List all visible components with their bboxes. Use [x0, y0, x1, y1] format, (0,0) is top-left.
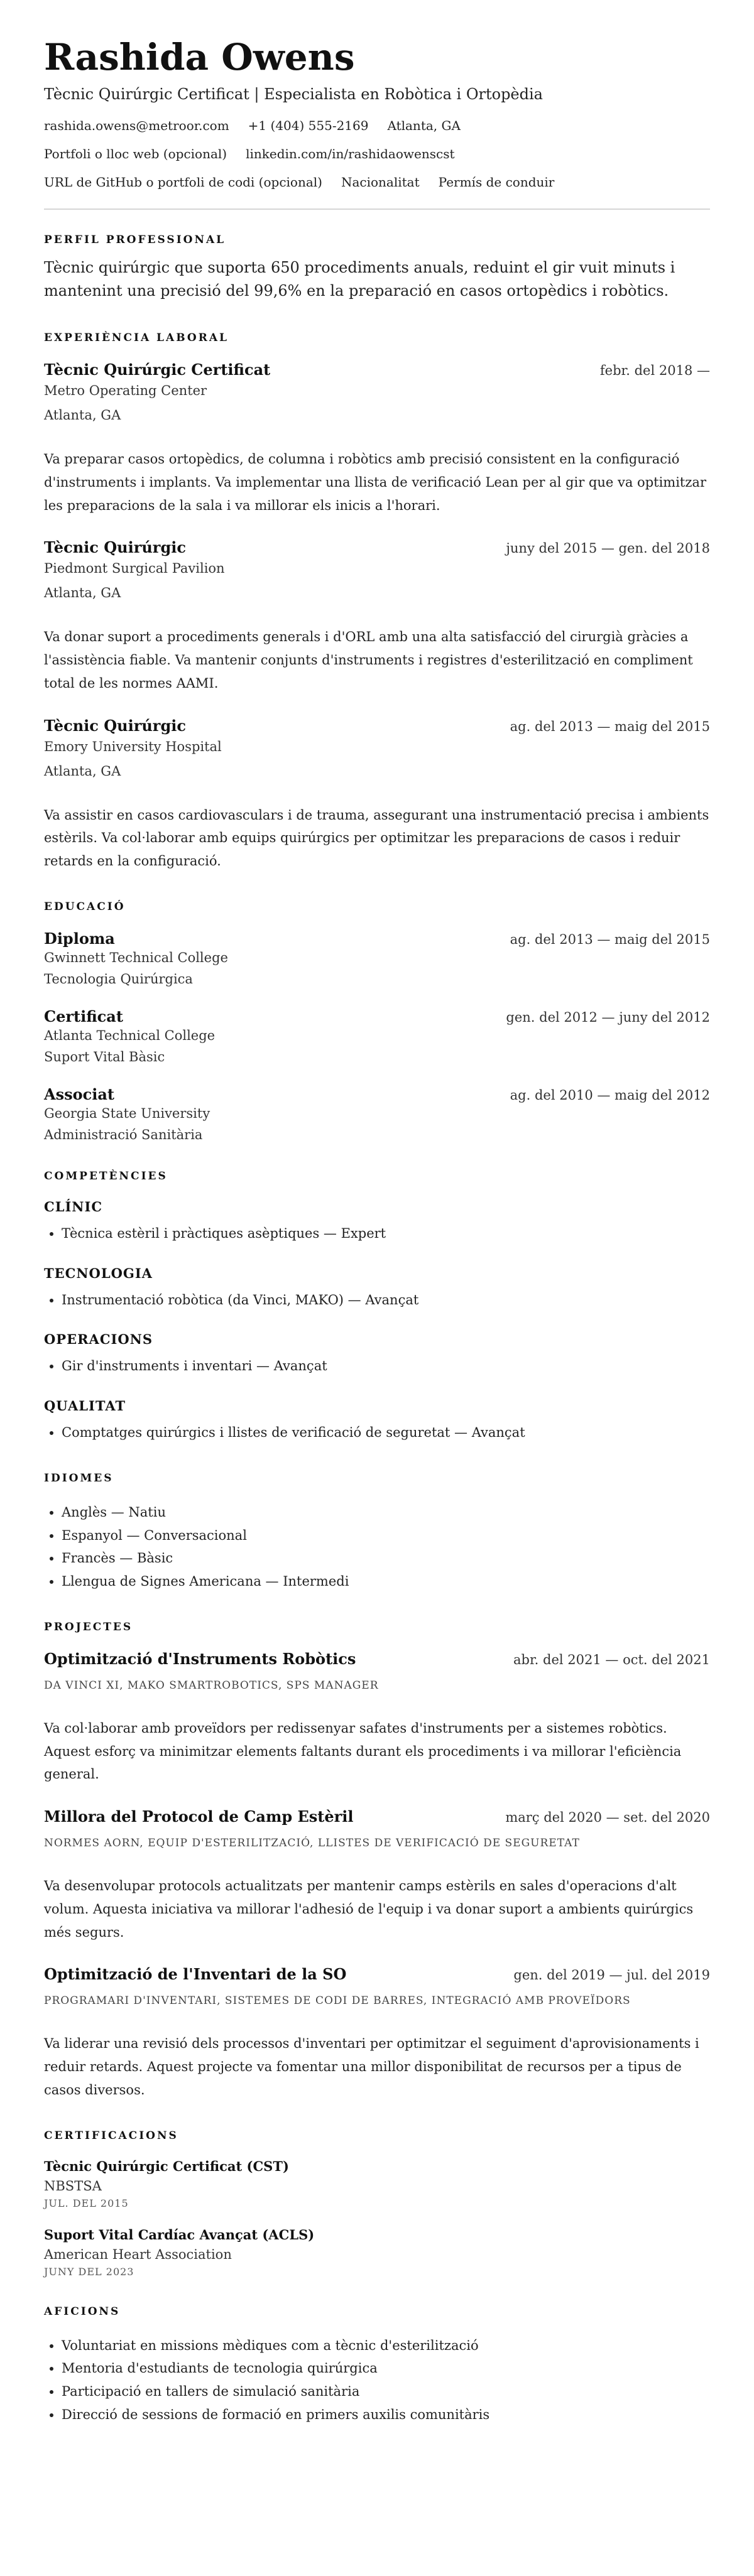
- degree-name: Certificat: [44, 1007, 123, 1026]
- degree-name: Associat: [44, 1085, 115, 1103]
- resume-header: [44, 38, 710, 190]
- job-title: Tècnic Quirúrgic Certificat: [44, 360, 271, 379]
- experience-entry: [44, 717, 710, 873]
- school-name: Georgia State University: [44, 1105, 210, 1121]
- headline: Tècnic Quirúrgic Certificat | Especialista en Robòtica i Ortopèdia: [44, 85, 543, 103]
- field-of-study: Suport Vital Bàsic: [44, 1049, 165, 1064]
- education-entry: [44, 929, 710, 987]
- certification-issuer: NBSTSA: [44, 2178, 102, 2194]
- section-title: IDIOMES: [44, 1471, 114, 1485]
- project-tech: DA VINCI XI, MAKO SMARTROBOTICS, SPS MANAGER: [44, 1679, 379, 1692]
- field-of-study: Administració Sanitària: [44, 1127, 203, 1142]
- experience-section: [44, 332, 710, 873]
- skill-list: [44, 1355, 710, 1378]
- project-entry: [44, 1650, 710, 1786]
- certifications-section: [44, 2130, 710, 2278]
- hobby-item: • Voluntariat en missions mèdiques com a tècnic d'esterilització: [62, 2334, 710, 2357]
- contact-row: [44, 118, 710, 133]
- education-entry: [44, 1085, 710, 1142]
- language-item: • Espanyol — Conversacional: [62, 1524, 710, 1547]
- skill-category: TECNOLOGIA: [44, 1265, 153, 1281]
- candidate-name: Rashida Owens: [44, 36, 355, 78]
- certification-date: JUNY DEL 2023: [44, 2265, 134, 2278]
- skill-category: OPERACIONS: [44, 1331, 153, 1348]
- skill-item: • Instrumentació robòtica (da Vinci, MAKO) — Avançat: [62, 1289, 710, 1312]
- certification-entry: [44, 2227, 710, 2278]
- language-item: • Francès — Bàsic: [62, 1547, 710, 1570]
- profile-summary: Tècnic quirúrgic que suporta 650 procediments anuals, reduint el gir vuit minuts i mantenint una precisió del 99,6% en la preparació en casos ortopèdics i robòtics.: [44, 258, 675, 300]
- section-title: CERTIFICACIONS: [44, 2129, 178, 2142]
- email-link[interactable]: rashida.owens@metroor.com: [44, 117, 229, 133]
- language-item: • Llengua de Signes Americana — Intermedi: [62, 1570, 710, 1593]
- skill-list: [44, 1222, 710, 1245]
- certification-name: Tècnic Quirúrgic Certificat (CST): [44, 2158, 289, 2174]
- certification-entry: [44, 2158, 710, 2209]
- header-divider: [44, 208, 710, 210]
- project-description: Va desenvolupar protocols actualitzats per mantenir camps estèrils en sales d'operacions d'alt volum. Aquesta iniciativa va millorar l'adhesió de l'equip i va donar suport a ambients quirúrgics més segurs.: [44, 1878, 694, 1940]
- school-name: Gwinnett Technical College: [44, 950, 228, 965]
- project-entry: [44, 1965, 710, 2101]
- job-date: ag. del 2013 — maig del 2015: [510, 718, 710, 734]
- contact-row: [44, 146, 710, 161]
- project-title: Optimització d'Instruments Robòtics: [44, 1649, 356, 1668]
- hobby-item: • Mentoria d'estudiants de tecnologia quirúrgica: [62, 2357, 710, 2380]
- skill-list: [44, 1421, 710, 1444]
- portfolio-link[interactable]: Portfoli o lloc web (opcional): [44, 146, 227, 161]
- job-location: Atlanta, GA: [44, 585, 121, 601]
- section-title: COMPETÈNCIES: [44, 1169, 168, 1182]
- education-date: ag. del 2010 — maig del 2012: [510, 1087, 710, 1103]
- section-title: PERFIL PROFESSIONAL: [44, 233, 226, 246]
- job-description: Va donar suport a procediments generals i d'ORL amb una alta satisfacció del cirurgià gràcies a l'assistència fiable. Va mantenir conjunts d'instruments i registres d'esterilització en compliment total de les normes AAMI.: [44, 629, 693, 691]
- project-entry: [44, 1807, 710, 1944]
- job-title: Tècnic Quirúrgic: [44, 716, 186, 735]
- project-date: abr. del 2021 — oct. del 2021: [513, 1652, 710, 1667]
- languages-section: [44, 1472, 710, 1593]
- language-item: • Anglès — Natiu: [62, 1501, 710, 1524]
- job-title: Tècnic Quirúrgic: [44, 538, 186, 557]
- job-date: juny del 2015 — gen. del 2018: [506, 541, 710, 556]
- certification-date: JUL. DEL 2015: [44, 2197, 129, 2209]
- section-title: EXPERIÈNCIA LABORAL: [44, 332, 229, 345]
- education-date: ag. del 2013 — maig del 2015: [510, 931, 710, 947]
- project-tech: NORMES AORN, EQUIP D'ESTERILITZACIÓ, LLISTES DE VERIFICACIÓ DE SEGURETAT: [44, 1837, 580, 1850]
- linkedin-link[interactable]: linkedin.com/in/rashidaowenscst: [246, 146, 455, 161]
- company-name: Piedmont Surgical Pavilion: [44, 561, 225, 576]
- education-entry: [44, 1007, 710, 1064]
- skill-list: [44, 1289, 710, 1312]
- skills-section: [44, 1170, 710, 1444]
- company-name: Emory University Hospital: [44, 739, 222, 754]
- skill-category: CLÍNIC: [44, 1198, 103, 1215]
- project-date: gen. del 2019 — jul. del 2019: [513, 1967, 710, 1983]
- field-of-study: Tecnologia Quirúrgica: [44, 971, 193, 987]
- project-description: Va col·laborar amb proveïdors per redissenyar safates d'instruments per a sistemes robòtics. Aquest esforç va minimitzar elements faltants durant els procediments i va millorar l'eficiència general.: [44, 1720, 682, 1782]
- skill-item: • Tècnica estèril i pràctiques asèptiques — Expert: [62, 1222, 710, 1245]
- school-name: Atlanta Technical College: [44, 1027, 216, 1043]
- hobby-item: • Participació en tallers de simulació sanitària: [62, 2380, 710, 2403]
- skill-item: • Gir d'instruments i inventari — Avançat: [62, 1355, 710, 1378]
- nationality: Nacionalitat: [341, 174, 420, 190]
- certification-issuer: American Heart Association: [44, 2246, 232, 2262]
- phone-number[interactable]: +1 (404) 555-2169: [248, 117, 369, 133]
- experience-entry: [44, 360, 710, 517]
- job-location: Atlanta, GA: [44, 408, 121, 423]
- certification-name: Suport Vital Cardíac Avançat (ACLS): [44, 2226, 315, 2243]
- project-date: març del 2020 — set. del 2020: [505, 1810, 710, 1826]
- location: Atlanta, GA: [387, 117, 461, 133]
- profile-section: [44, 234, 710, 303]
- project-title: Millora del Protocol de Camp Estèril: [44, 1807, 354, 1826]
- drivers-license: Permís de conduir: [438, 174, 555, 190]
- hobbies-section: [44, 2305, 710, 2427]
- project-tech: PROGRAMARI D'INVENTARI, SISTEMES DE CODI DE BARRES, INTEGRACIÓ AMB PROVEÏDORS: [44, 1994, 631, 2008]
- section-title: AFICIONS: [44, 2305, 121, 2318]
- company-name: Metro Operating Center: [44, 383, 207, 399]
- project-title: Optimització de l'Inventari de la SO: [44, 1965, 347, 1984]
- contact-row: [44, 175, 710, 190]
- degree-name: Diploma: [44, 929, 115, 948]
- job-description: Va preparar casos ortopèdics, de columna i robòtics amb precisió consistent en la configuració d'instruments i implants. Va implementar una llista de verificació Lean per al gir que va optimitzar les preparacions de la sala i va millorar els inicis a l'horari.: [44, 452, 706, 513]
- projects-section: [44, 1621, 710, 2102]
- skill-category: QUALITAT: [44, 1398, 126, 1414]
- project-description: Va liderar una revisió dels processos d'inventari per optimitzar el seguiment d'aprovisionaments i reduir retards. Aquest projecte va fomentar una millor disponibilitat de recursos per a tipus de casos diversos.: [44, 2036, 699, 2097]
- hobby-list: [44, 2334, 710, 2427]
- job-date: febr. del 2018 —: [599, 363, 710, 379]
- job-description: Va assistir en casos cardiovasculars i de trauma, assegurant una instrumentació precisa i ambients estèrils. Va col·laborar amb equips quirúrgics per optimitzar les preparacions de casos i reduir retards en la configuració.: [44, 807, 709, 869]
- experience-entry: [44, 538, 710, 695]
- github-link[interactable]: URL de GitHub o portfoli de codi (opcional): [44, 174, 322, 190]
- section-title: PROJECTES: [44, 1620, 133, 1633]
- hobby-item: • Direcció de sessions de formació en primers auxilis comunitàris: [62, 2403, 710, 2427]
- skill-item: • Comptatges quirúrgics i llistes de verificació de seguretat — Avançat: [62, 1421, 710, 1444]
- education-date: gen. del 2012 — juny del 2012: [506, 1009, 710, 1025]
- job-location: Atlanta, GA: [44, 763, 121, 779]
- language-list: [44, 1501, 710, 1593]
- section-title: EDUCACIÓ: [44, 900, 126, 913]
- education-section: [44, 901, 710, 1142]
